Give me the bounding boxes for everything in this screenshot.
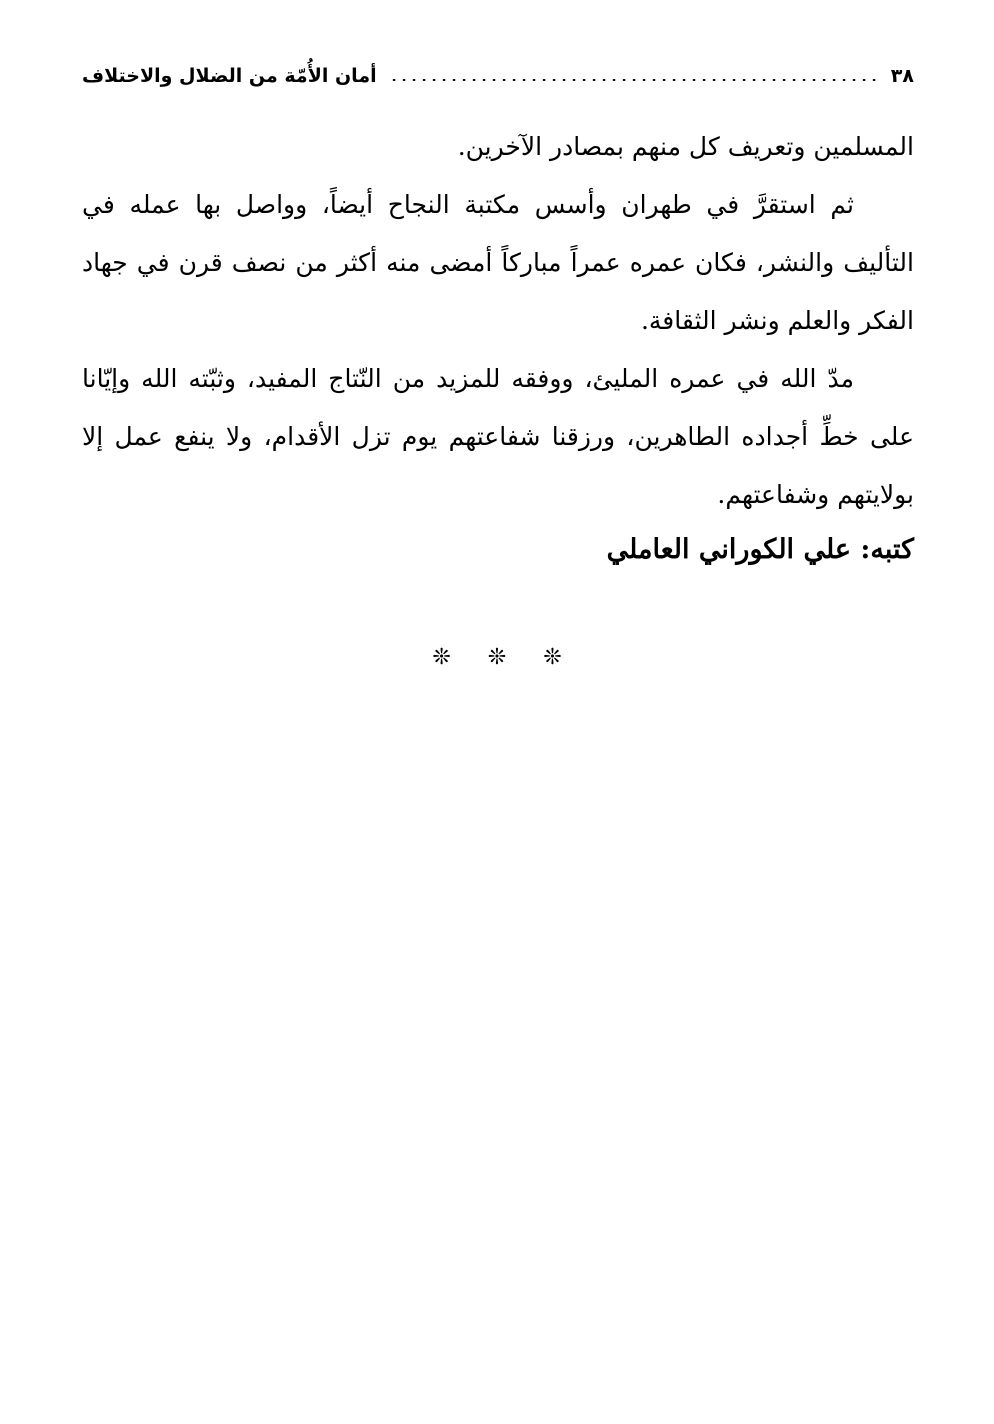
page-header [82, 58, 914, 94]
asterism-icon: ❊ [543, 645, 562, 670]
section-separator [0, 645, 994, 670]
running-title: أمان الأُمّة من الضلال والاختلاف [82, 65, 377, 87]
body-text [82, 118, 914, 524]
author-signature: كتبه: علي الكوراني العاملي [606, 534, 914, 565]
paragraph: المسلمين وتعريف كل منهم بمصادر الآخرين. [457, 132, 914, 161]
paragraph: مدّ الله في عمره المليئ، ووفقه للمزيد من النّتاج المفيد، وثبّته الله وإيّانا على خطِّ أجداده الطاهرين، ورزقنا شفاعتهم يوم تزل الأقدام، ولا ينفع عمل إلا بولايتهم وشفاعتهم. [82, 364, 914, 509]
asterism-icon: ❊ [487, 645, 507, 670]
asterism-icon: ❊ [432, 645, 451, 670]
page-number: ٣٨ [890, 65, 914, 87]
dot-leader [389, 79, 879, 81]
paragraph: ثم استقرَّ في طهران وأسس مكتبة النجاح أيضاً، وواصل بها عمله في التأليف والنشر، فكان عمره عمراً مباركاً أمضى منه أكثر من نصف قرن في جهاد الفكر والعلم ونشر الثقافة. [82, 190, 914, 335]
